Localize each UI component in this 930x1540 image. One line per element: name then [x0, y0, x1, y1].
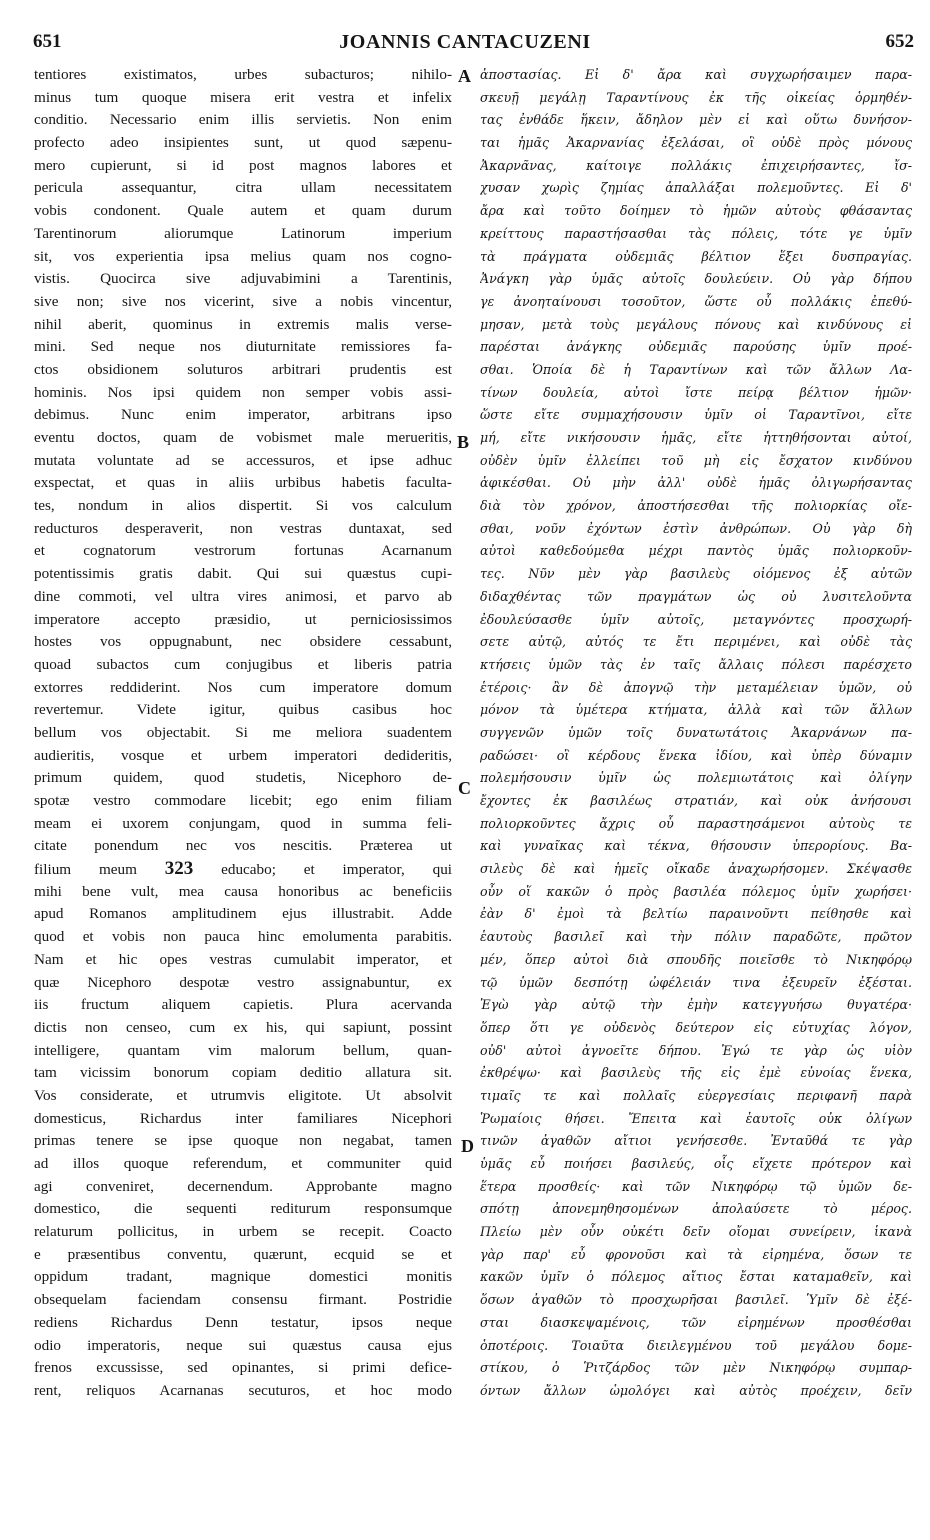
- greek-line: ἐκθρέψω· καὶ βασιλεὺς τῆς εἰς ἐμὲ εὐνοίας ἕνεκα,: [480, 1065, 912, 1081]
- greek-line: ραδώσει· οἳ κέρδους ἕνεκα ἰδίου, καὶ ὑπὲρ δύναμιν: [480, 747, 912, 763]
- greek-line: τας ἐνθάδε ἥκειν, ἄδηλον μὲν εἰ καὶ οὕτω δυνήσον-: [480, 112, 912, 128]
- latin-line: minus tum quoque misera erit vestra et infelix: [34, 88, 452, 106]
- latin-line: rent, reliquos Acarnanas secuturos, et hoc modo: [34, 1381, 452, 1399]
- greek-line: Πλείω μὲν οὖν οὐκέτι δεῖν οἴομαι συνείρειν, ἱκανὰ: [480, 1224, 912, 1240]
- latin-line: domestico, die sequenti rediturum responsumque: [34, 1200, 452, 1218]
- latin-line: exspectat, et quas in aliis urbibus habetis faculta-: [34, 474, 452, 492]
- latin-line: meam ei uxorem conjungam, quod in summa feli-: [34, 814, 452, 832]
- greek-line: μησαν, μετὰ τοὺς μεγάλους πόνους καὶ κινδύνους εἰ: [480, 316, 912, 332]
- greek-line: παρέσται ἀνάγκης οὐδεμιᾶς παρούσης ὑμῖν προέ-: [480, 339, 912, 355]
- latin-line: rediens Richardus Denn testatur, ipsos neque: [34, 1313, 452, 1331]
- latin-line: Vos considerate, et utrumvis eligitote. Ut absolvit: [34, 1086, 452, 1104]
- latin-line: primas tenere se ipse quoque non negabat, tamen: [34, 1132, 452, 1150]
- greek-line: οὐδ' αὐτοὶ ἀγνοεῖτε δήπου. Ἐγώ τε γὰρ ὡς υἱὸν: [480, 1042, 912, 1058]
- running-head-title: JOANNIS CANTACUZENI: [339, 31, 591, 53]
- latin-line: et cognatorum vestrorum fortunas Acarnanum: [34, 542, 452, 560]
- margin-marker-c: C: [458, 778, 471, 798]
- greek-line: καὶ γυναῖκας καὶ τέκνα, θήσουσιν ὑπερορίους. Βα-: [480, 838, 912, 854]
- latin-line: apud Romanos amplitudinem ejus illustrabit. Adde: [34, 905, 452, 923]
- greek-line: αὐτοὶ καθεδούμεθα μέχρι παντὸς ὑμᾶς πολιορκοῦν-: [480, 543, 912, 559]
- latin-line: e præsentibus conventu, quærunt, ecquid se et: [34, 1245, 452, 1263]
- latin-line: quod et vobis non pauca hinc emolumenta parabitis.: [34, 928, 452, 946]
- greek-line: σθαι. Ὁποία δὲ ἡ Ταραντίνων καὶ τῶν ἄλλων Λα-: [480, 361, 912, 377]
- latin-line: citate ponendum nec vos nescitis. Præterea ut: [34, 837, 452, 855]
- greek-line: μόνον τὰ ὑμέτερα κτήματα, ἀλλὰ καὶ τῶν ἄλλων: [480, 702, 912, 718]
- greek-line: ἕτερα προσθείς· καὶ τῶν Νικηφόρῳ τῷ ὑμῶν δε-: [480, 1178, 912, 1194]
- latin-column: [34, 64, 452, 1534]
- latin-line: pericula assequantur, citra ullam necessitatem: [34, 179, 452, 197]
- latin-line: quæ Nicephoro despotæ vestro assignabuntur, ex: [34, 973, 452, 991]
- latin-line: mihi bene vult, mea causa honoribus ac beneficiis: [34, 882, 452, 900]
- greek-line: ὁποτέροις. Τοιαῦτα διειλεγμένου τοῦ μεγάλου δομε-: [480, 1337, 912, 1353]
- greek-line: όντων ἄλλων ὡμολόγει καὶ αὐτὸς προέχειν, δεῖν: [480, 1382, 912, 1398]
- latin-line: potentissimis gratis dabit. Qui sui quæstus cupi-: [34, 565, 452, 583]
- latin-line: oppidum tradant, magnique domestici monitis: [34, 1268, 452, 1286]
- greek-line: ὥστε εἴτε συμμαχήσουσιν ὑμῖν οἱ Ταραντῖνοι, εἴτε: [480, 407, 912, 423]
- latin-line: dine commoti, vel ultra vires animosi, et parvo ab: [34, 587, 452, 605]
- greek-line: γὰρ παρ' εὖ φρονοῦσι καὶ τὰ εἰρημένα, ὅσων τε: [480, 1246, 912, 1262]
- latin-line: bellum vos objectabit. Si me meliora suadentem: [34, 723, 452, 741]
- latin-line: Nam et hic opes vestras cumulabit imperator, et: [34, 950, 452, 968]
- latin-line: vobis condonent. Quale autem et quam durum: [34, 202, 452, 220]
- greek-line: ὑμᾶς εὖ ποιήσει βασιλεύς, οἷς εἴχετε πρότερον καὶ: [480, 1156, 912, 1171]
- latin-line: frenos excussisse, sed opinantes, si primi defice-: [34, 1359, 452, 1377]
- latin-line: primum quidem, quod studetis, Nicephoro de-: [34, 769, 452, 787]
- greek-line: ἔχοντες ἐκ βασιλέως στρατιάν, καὶ οὐκ ἀνήσουσι: [480, 793, 912, 808]
- latin-line: hostes vos oppugnabunt, nec obsidere cessabunt,: [34, 633, 452, 651]
- greek-line: ἐὰν δ' ἐμοὶ τὰ βελτίω παραινοῦντι πείθησθε καὶ: [480, 906, 912, 922]
- margin-marker-d: D: [461, 1136, 474, 1156]
- inline-page-number: 323: [164, 858, 194, 880]
- greek-line: ἑαυτοὺς βασιλεῖ καὶ τὴν πόλιν παραδῶτε, πρῶτον: [480, 929, 912, 945]
- greek-line: Ἐγὼ γὰρ αὐτῷ τὴν ἐμὴν κατεγγυήσω θυγατέρα·: [480, 997, 912, 1013]
- greek-line: σπότῃ ἀπονεμηθησομένων ἀπολαύσετε τὸ μέρος.: [480, 1201, 912, 1217]
- greek-line: μέν, ὅπερ αὐτοὶ διὰ σπουδῆς ποιεῖσθε τὸ Νικηφόρῳ: [480, 951, 912, 967]
- latin-line: imperatore accepto præsidio, ut perniciosissimos: [34, 610, 452, 628]
- latin-line: profecto adeo insipientes sunt, ut quod sæpenu-: [34, 134, 452, 152]
- greek-line: τῷ ὑμῶν δεσπότῃ ὠφέλειάν τινα ἐξευρεῖν ἐξέσται.: [480, 974, 912, 990]
- latin-line: relaturum pollicitus, in urbem se recepit. Coacto: [34, 1223, 452, 1241]
- greek-line: κρείττους παραστήσασθαι τὰς πόλεις, τότε γε ὑμῖν: [480, 225, 912, 241]
- latin-line: ctos obsidionem soluturos arbitrari prudentis est: [34, 360, 452, 378]
- latin-line: audieritis, vosque et urbem imperatori dedideritis,: [34, 746, 452, 764]
- latin-line: tes, nondum in alios dispertit. Si vos calculum: [34, 497, 452, 515]
- latin-line: Tarentinorum aliorumque Latinorum imperium: [34, 224, 452, 242]
- greek-column: [480, 64, 912, 1534]
- greek-line: Ῥωμαίοις θήσει. Ἔπειτα καὶ ἑαυτοῖς οὐκ ὀλίγων: [480, 1110, 912, 1126]
- latin-line: domesticus, Richardus inter familiares Nicephori: [34, 1109, 452, 1127]
- greek-line: οὖν οἵ κακῶν ὁ πρὸς βασιλέα πόλεμος ὑμῖν χωρήσει·: [480, 883, 912, 899]
- latin-line: reducturos desperaverit, non vestras duntaxat, sed: [34, 519, 452, 537]
- greek-line: σκευῇ μεγάλῃ Ταραντίνους ἐκ τῆς οἰκείας ὁρμηθέν-: [480, 89, 912, 105]
- latin-line: debimus. Nunc enim imperator, arbitrans ipso: [34, 406, 452, 424]
- greek-line: ὅσων ἀγαθῶν τὸ προσχωρῆσαι βασιλεῖ. Ὑμῖν δὲ ἐξέ-: [480, 1292, 912, 1308]
- latin-line: iis fructum aliquem capietis. Plura acervanda: [34, 996, 452, 1014]
- latin-line: eventu doctos, quam de vobismet male merueritis,: [34, 429, 452, 446]
- latin-line: dictis non censeo, cum ex his, qui sapiunt, possint: [34, 1018, 452, 1036]
- latin-line: quoad subactos cum conjugibus et liberis patria: [34, 655, 452, 673]
- latin-line: tam vicissim bonorum copiam deditio allatura sit.: [34, 1064, 452, 1082]
- greek-line: σιλεὺς δὲ καὶ ἡμεῖς οἴκαδε ἀναχωρήσομεν. Σκέψασθε: [480, 861, 912, 877]
- latin-line: odio imperatoris, neque sui quæstus causa ejus: [34, 1336, 452, 1354]
- greek-line: κτήσεις ὑμῶν τὰς ἐν ταῖς ἄλλαις πόλεσι παρέσχετο: [480, 656, 912, 672]
- greek-line: πολιορκοῦντες ἄχρις οὗ παραστησάμενοι αὐτοὺς τε: [480, 815, 912, 831]
- latin-line: tentiores existimatos, urbes subacturos; nihilo-: [34, 66, 452, 83]
- greek-line: σθαι, νοῦν ἐχόντων ἐστὶν ἀνθρώπων. Οὐ γὰρ δὴ: [480, 520, 912, 536]
- greek-line: τιμαῖς τε καὶ πολλαῖς εὐεργεσίαις περιφανῆ παρὰ: [480, 1087, 912, 1103]
- greek-line: στίκου, ὁ Ῥιτζάρδος τῶν μὲν Νικηφόρῳ συμπαρ-: [480, 1360, 912, 1376]
- greek-line: ἐδουλεύσασθε ὑμῖν αὐτοῖς, μεταγνόντες προσχωρή-: [480, 611, 912, 627]
- greek-line: ἀποστασίας. Εἰ δ' ἄρα καὶ συγχωρήσαιμεν παρα-: [480, 67, 912, 82]
- greek-line: τες. Νῦν μὲν γὰρ βασιλεὺς οἰόμενος ἐξ αὐτῶν: [480, 566, 912, 582]
- greek-line: Ἀνάγκη γὰρ ὑμᾶς αὐτοῖς δουλεύειν. Οὐ γὰρ δήπου: [480, 271, 912, 287]
- latin-line: spotæ vestro commodare licebit; ego enim filiam: [34, 792, 452, 809]
- greek-line: συγγενῶν ὑμῶν τοῖς δυνατωτάτοις Ἀκαρνάνων πα-: [480, 724, 912, 740]
- greek-line: διὰ τὸν χρόνον, ἀποστήσεσθαι τῆς πολιορκίας οἴε-: [480, 498, 912, 514]
- latin-line: hominis. Nos ipsi quidem non semper vobis assi-: [34, 383, 452, 401]
- greek-line: ται ἡμᾶς Ἀκαρνανίας ἐξελάσαι, οἳ οὐδὲ πρὸς μόνους: [480, 135, 912, 151]
- latin-line: mutata voluntate ad se accessuros, et ipse adhuc: [34, 451, 452, 469]
- greek-line: ἑτέροις· ἂν δὲ ἀπογνῷ τὴν μεταμέλειαν ὑμῶν, οὐ: [480, 679, 912, 695]
- greek-line: τὰ πράγματα οὐδεμιᾶς βέλτιον ἕξει δυσπραγίας.: [480, 248, 912, 264]
- greek-line: τινῶν ἀγαθῶν αἴτιοι γενήσεσθε. Ἐνταῦθά τε γὰρ: [480, 1133, 912, 1149]
- latin-line: sit, vos experientia ipsa melius quam nos cogno-: [34, 247, 452, 265]
- latin-line: mini. Sed neque nos diuturnitate remissiores fa-: [34, 338, 452, 356]
- greek-line: γε ἀνοηταίνουσι τοσοῦτον, ὥστε οὗ πολλάκις ἐπεθύ-: [480, 293, 912, 309]
- greek-line: Ἀκαρνᾶνας, καίτοιγε πολλάκις ἐπιχειρήσαντες, ἴσ-: [480, 157, 912, 173]
- latin-line: intelligere, quantam vim malorum bellum, quan-: [34, 1041, 452, 1059]
- latin-line: extorres reddiderint. Nos cum imperatore domum: [34, 678, 452, 696]
- latin-line: revertemur. Videte igitur, quibus casibus hoc: [34, 701, 452, 719]
- margin-marker-b: B: [457, 432, 470, 452]
- latin-line: nihil aberit, quominus in extremis malis verse-: [34, 315, 452, 333]
- latin-line: obsequelam faciendam consensu firmant. Postridie: [34, 1291, 452, 1309]
- greek-line: ὅπερ ὅτι γε οὐδενὸς δεύτερον εἰς εὐτυχίας λόγον,: [480, 1019, 912, 1035]
- greek-line: κακῶν ὑμῖν ὁ πόλεμος αἴτιος ἔσται καταμαθεῖν, καὶ: [480, 1269, 912, 1285]
- latin-line: vistis. Quocirca sive adjuvabimini a Tarentinis,: [34, 270, 452, 288]
- latin-line: sive non; sive nos vicerint, sive a nobis vincentur,: [34, 292, 452, 310]
- latin-line: conditio. Necessario enim illis servietis. Non enim: [34, 111, 452, 129]
- latin-line: agi conveniret, decernendum. Approbante magno: [34, 1177, 452, 1195]
- greek-line: μή, εἴτε νικήσουσιν ἡμᾶς, εἴτε ἡττηθήσονται αὐτοί,: [480, 430, 912, 445]
- page-number-left: 651: [33, 31, 62, 52]
- greek-line: τίνων δουλεία, αὐτοὶ ἴστε πείρᾳ βέλτιον ἡμῶν·: [480, 384, 912, 400]
- page-header: [0, 27, 930, 57]
- greek-line: σετε αὐτῷ, αὐτός τε ἔτι περιμένει, καὶ οὐδὲ τὰς: [480, 634, 912, 650]
- greek-line: πολεμήσουσιν ὑμῖν ὡς πολεμιωτάτοις καὶ ὀλίγην: [480, 770, 912, 786]
- latin-line: ad illos quoque referendum, et communiter quid: [34, 1155, 452, 1172]
- greek-line: διδαχθέντας τῶν πραγμάτων ὡς οὐ λυσιτελοῦντα: [480, 588, 912, 604]
- latin-line-part: filium meum: [34, 861, 137, 879]
- greek-line: οὐδὲν ὑμῖν ἐλλείπει τοῦ μὴ εἰς ἔσχατον κινδύνου: [480, 452, 912, 468]
- latin-line-part: educabo; et imperator, qui: [221, 861, 452, 879]
- latin-line: mero cupierunt, si id post magnos labores et: [34, 156, 452, 174]
- greek-line: χυσαν χωρὶς ζημίας ἀπαλλάξαι πολεμοῦντες. Εἰ δ': [480, 180, 912, 196]
- margin-marker-a: A: [458, 66, 471, 86]
- page-number-right: 652: [885, 31, 914, 52]
- latin-line-with-page-marker: [34, 858, 452, 881]
- greek-line: ἀφικέσθαι. Οὐ μὴν ἀλλ' οὐδὲ ἡμᾶς ὀλιγωρήσαντας: [480, 475, 912, 491]
- greek-line: σται διασκεψαμένοις, τῶν εἰρημένων προσθέσθαι: [480, 1314, 912, 1330]
- greek-line: ἄρα καὶ τοῦτο δοίημεν τὸ ἡμῶν αὐτοὺς φθάσαντας: [480, 203, 912, 219]
